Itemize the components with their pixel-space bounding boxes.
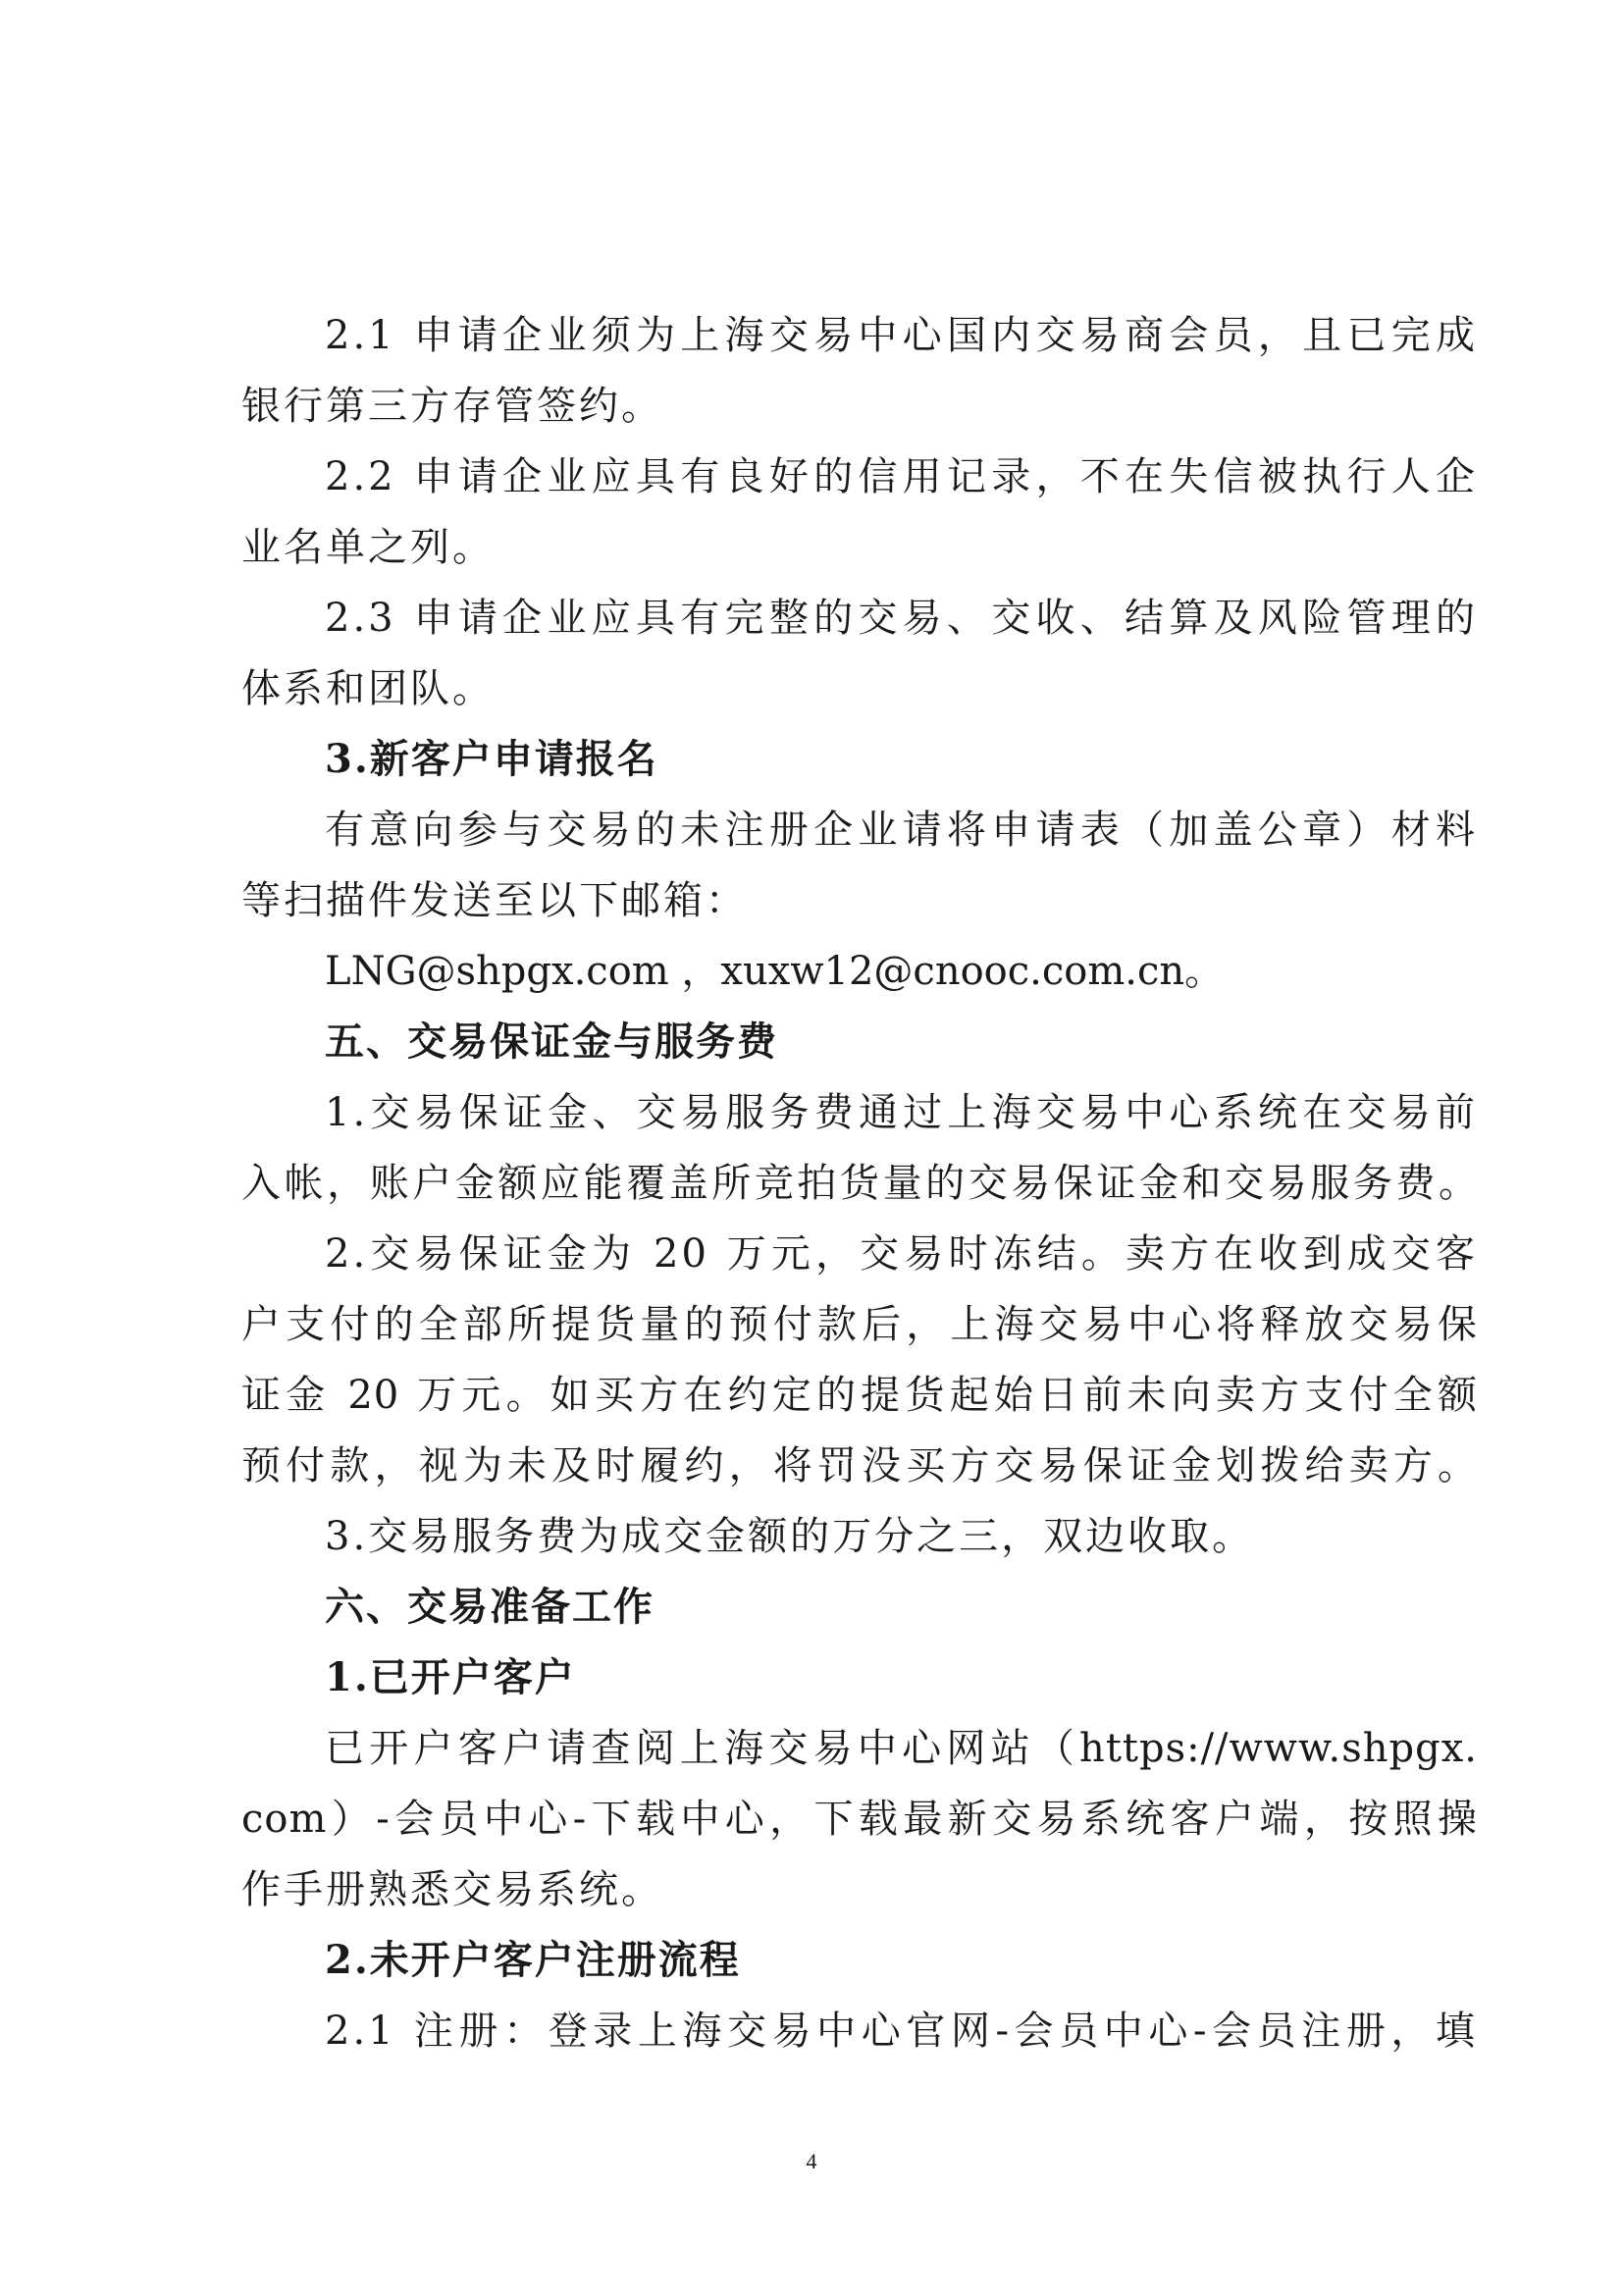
para-6-1-line3: 作手册熟悉交易系统。	[241, 1867, 663, 1912]
para-application-line2: 等扫描件发送至以下邮箱：	[241, 878, 748, 923]
email-addresses: LNG@shpgx.com ，xuxw12@cnooc.com.cn。	[325, 949, 1225, 994]
page-number: 4	[806, 2149, 817, 2173]
heading-registration-process: 2.未开户客户注册流程	[325, 1937, 741, 1983]
heading-new-customer-application: 3.新客户申请报名	[325, 736, 658, 782]
para-5-1-line2: 入帐，账户金额应能覆盖所竞拍货量的交易保证金和交易服务费。	[241, 1161, 1478, 1206]
heading-section-6: 六、交易准备工作	[325, 1584, 654, 1630]
para-6-1-line1: 已开户客户请查阅上海交易中心网站（https://www.shpgx.	[325, 1726, 1478, 1771]
para-5-2-line4: 预付款，视为未及时履约，将罚没买方交易保证金划拨给卖方。	[241, 1443, 1478, 1488]
para-2-1-line2: 银行第三方存管签约。	[241, 384, 663, 429]
para-5-2-line1: 2.交易保证金为 20 万元，交易时冻结。卖方在收到成交客	[325, 1231, 1478, 1277]
para-2-2-line1: 2.2 申请企业应具有良好的信用记录，不在失信被执行人企	[325, 454, 1478, 499]
para-5-2-line2: 户支付的全部所提货量的预付款后，上海交易中心将释放交易保	[241, 1302, 1478, 1347]
para-6-2-1-line1: 2.1 注册：登录上海交易中心官网-会员中心-会员注册，填	[325, 2009, 1478, 2054]
para-5-3: 3.交易服务费为成交金额的万分之三，双边收取。	[325, 1514, 1255, 1559]
para-2-3-line2: 体系和团队。	[241, 666, 495, 711]
para-application-line1: 有意向参与交易的未注册企业请将申请表（加盖公章）材料	[325, 808, 1478, 853]
para-5-1-line1: 1.交易保证金、交易服务费通过上海交易中心系统在交易前	[325, 1090, 1478, 1135]
heading-section-5: 五、交易保证金与服务费	[325, 1018, 778, 1065]
para-2-2-line2: 业名单之列。	[241, 525, 495, 570]
heading-existing-customers: 1.已开户客户	[325, 1654, 576, 1700]
para-5-2-line3: 证金 20 万元。如买方在约定的提货起始日前未向卖方支付全额	[241, 1373, 1478, 1418]
para-6-1-line2: com）-会员中心-下载中心，下载最新交易系统客户端，按照操	[241, 1797, 1478, 1842]
para-2-1-line1: 2.1 申请企业须为上海交易中心国内交易商会员，且已完成	[325, 313, 1478, 358]
para-2-3-line1: 2.3 申请企业应具有完整的交易、交收、结算及风险管理的	[325, 596, 1478, 641]
